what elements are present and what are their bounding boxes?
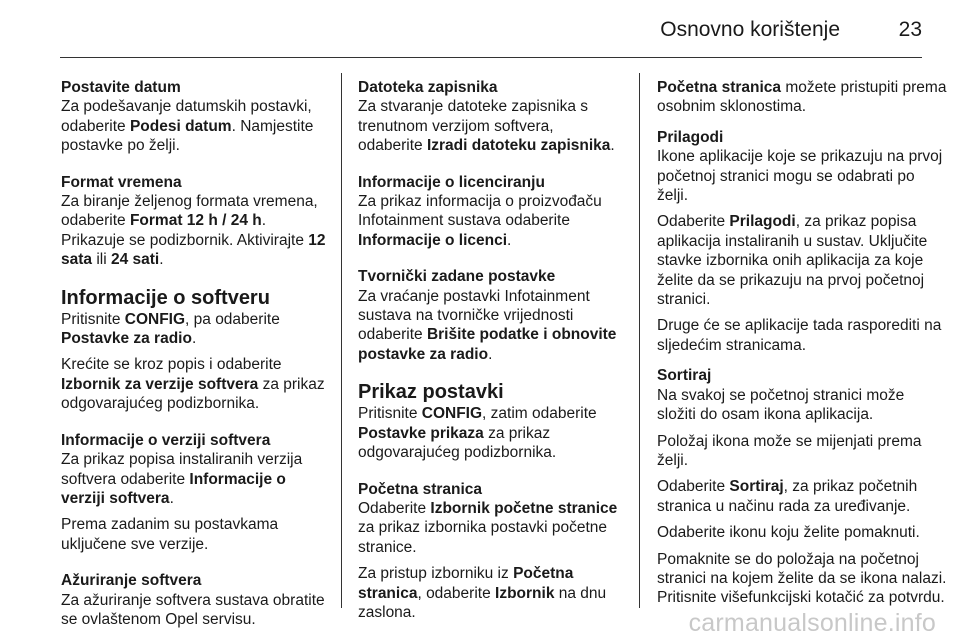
text: Pritisnite	[358, 405, 422, 423]
button-term: CONFIG	[421, 405, 483, 423]
text: Odaberite	[358, 499, 431, 517]
watermark: carmanualsonline.info	[688, 609, 936, 637]
section-software-info	[61, 287, 333, 414]
menu-term: Format 12 h / 24 h	[129, 212, 262, 230]
paragraph	[358, 499, 620, 557]
section-heading: Informacije o verziji softvera	[61, 431, 271, 449]
menu-term: Postavke za radio	[61, 330, 192, 348]
text: ili	[92, 251, 111, 269]
page-number: 23	[898, 18, 922, 41]
column-3	[657, 78, 947, 615]
paragraph	[61, 192, 333, 270]
section-set-date	[61, 78, 333, 156]
section-heading: Format vremena	[61, 173, 182, 191]
section-heading: Ažuriranje softvera	[61, 572, 202, 590]
paragraph	[657, 78, 947, 117]
paragraph	[358, 404, 620, 462]
text: .	[191, 330, 197, 348]
paragraph: Odaberite ikonu koju želite pomaknuti.	[657, 524, 920, 542]
paragraph: Prema zadanim su postavkama uključene sve verzije.	[61, 516, 279, 553]
section-licensing	[358, 173, 620, 251]
paragraph	[657, 477, 947, 516]
menu-term: Informacije o verziji softvera	[61, 470, 286, 507]
paragraph	[61, 450, 333, 508]
text: , zatim odaberite	[482, 405, 597, 423]
column-divider-1	[341, 73, 342, 608]
column-2	[358, 78, 620, 629]
paragraph: Druge će se aplikacije tada rasporediti na sljedećim stranicama.	[657, 317, 942, 354]
menu-term: Postavke prikaza	[358, 424, 484, 442]
text: . Namjestite postavke po želji.	[61, 117, 314, 155]
text: . Prikazuje se podizbornik. Aktivirajte	[61, 212, 309, 249]
header-divider	[60, 57, 922, 58]
section-display-settings	[358, 381, 620, 462]
section-heading: Postavite datum	[61, 79, 181, 96]
page-title: Osnovno korištenje	[660, 18, 840, 41]
column-divider-2	[639, 73, 640, 608]
paragraph	[61, 355, 333, 413]
menu-term: Brišite podatke i obnovite postavke za radio	[358, 326, 617, 363]
text: , pa odaberite	[185, 310, 280, 328]
text: Za stvaranje datoteke zapisnika s trenutnom verzijom softvera, odaberite	[358, 98, 589, 155]
text: Krećite se kroz popis i odaberite	[61, 356, 282, 374]
paragraph: Položaj ikona može se mijenjati prema želji.	[657, 432, 922, 469]
chapter-heading: Informacije o softveru	[61, 286, 270, 309]
text: Za prikaz informacija o proizvođaču Infotainment sustava odaberite	[358, 193, 602, 230]
menu-term: Početna stranica	[358, 565, 574, 602]
text: .	[488, 345, 493, 363]
section-version-info	[61, 431, 333, 554]
text: .	[610, 137, 615, 155]
paragraph: Na svakoj se početnoj stranici može složiti do osam ikona aplikacija.	[657, 386, 905, 424]
text: Odaberite	[657, 213, 730, 231]
text: , za prikaz popisa aplikacija instaliranih u sustav. Uključite stavke izbornika onih aplikacija za koje želite da se prikazuju na prvoj početnoj stranici.	[657, 213, 928, 309]
paragraph	[358, 287, 620, 365]
section-home-page	[358, 480, 620, 623]
menu-term: Izbornik početne stranice	[430, 499, 618, 517]
text: .	[169, 489, 174, 507]
paragraph	[358, 97, 620, 155]
menu-term: 12 sata	[61, 231, 326, 269]
text: Za vraćanje postavki Infotainment sustava na tvorničke vrijednosti odaberite	[358, 287, 590, 344]
section-heading: Datoteka zapisnika	[358, 79, 498, 96]
chapter-heading: Prikaz postavki	[358, 381, 504, 404]
paragraph	[61, 97, 333, 155]
page-header	[0, 0, 960, 58]
text: Odaberite	[657, 478, 730, 496]
text: na dnu zaslona.	[358, 584, 607, 621]
section-sort	[657, 366, 947, 607]
text: za prikaz odgovarajućeg podizbornika.	[358, 424, 557, 462]
text: Za podešavanje datumskih postavki, odaberite	[61, 98, 312, 135]
menu-term: Izbornik	[495, 584, 555, 602]
text: .	[159, 251, 164, 269]
text: , odaberite	[417, 584, 496, 602]
menu-term: Sortiraj	[729, 478, 784, 496]
menu-term: Početna stranica	[657, 79, 782, 96]
section-time-format	[61, 173, 333, 270]
text: za prikaz izbornika postavki početne stranice.	[358, 519, 607, 556]
section-heading: Početna stranica	[358, 480, 483, 498]
section-customize	[657, 128, 947, 355]
section-software-update	[61, 571, 333, 629]
section-log-file	[358, 78, 620, 156]
column-1	[61, 78, 333, 636]
text: Za biranje željenog formata vremena, odaberite	[61, 193, 318, 230]
paragraph	[657, 212, 947, 309]
text: .	[507, 231, 512, 249]
menu-term: 24 sati	[110, 251, 160, 269]
paragraph	[358, 564, 620, 622]
menu-term: Podesi datum	[129, 117, 232, 135]
section-heading: Tvornički zadane postavke	[358, 268, 556, 286]
menu-term: Prilagodi	[729, 213, 796, 231]
paragraph	[358, 192, 620, 250]
paragraph: Ikone aplikacije koje se prikazuju na prvoj početnoj stranici mogu se odabrati po želji.	[657, 148, 943, 205]
menu-term: Informacije o licenci	[358, 231, 508, 249]
menu-term: Izbornik za verzije softvera	[61, 375, 259, 393]
text: za prikaz odgovarajućeg podizbornika.	[61, 375, 325, 413]
paragraph: Pomaknite se do položaja na početnoj stranici na kojem želite da se ikona nalazi. Pritisnite višefunkcijski kotačić za potvrdu.	[657, 550, 947, 607]
section-heading: Prilagodi	[657, 128, 724, 146]
text: Pritisnite	[61, 310, 125, 328]
section-factory-defaults	[358, 267, 620, 364]
text: Za prikaz popisa instaliranih verzija softvera odaberite	[61, 451, 303, 488]
paragraph	[61, 310, 333, 349]
section-heading: Informacije o licenciranju	[358, 173, 545, 191]
paragraph: Za ažuriranje softvera sustava obratite se ovlaštenom Opel servisu.	[61, 591, 325, 628]
section-heading: Sortiraj	[657, 367, 712, 385]
menu-term: Izradi datoteku zapisnika	[426, 137, 611, 155]
text: Za pristup izborniku iz	[358, 565, 514, 583]
text: , za prikaz početnih stranica u načinu rada za uređivanje.	[657, 478, 918, 515]
button-term: CONFIG	[124, 310, 186, 328]
text: možete pristupiti prema osobnim sklonostima.	[657, 79, 947, 116]
